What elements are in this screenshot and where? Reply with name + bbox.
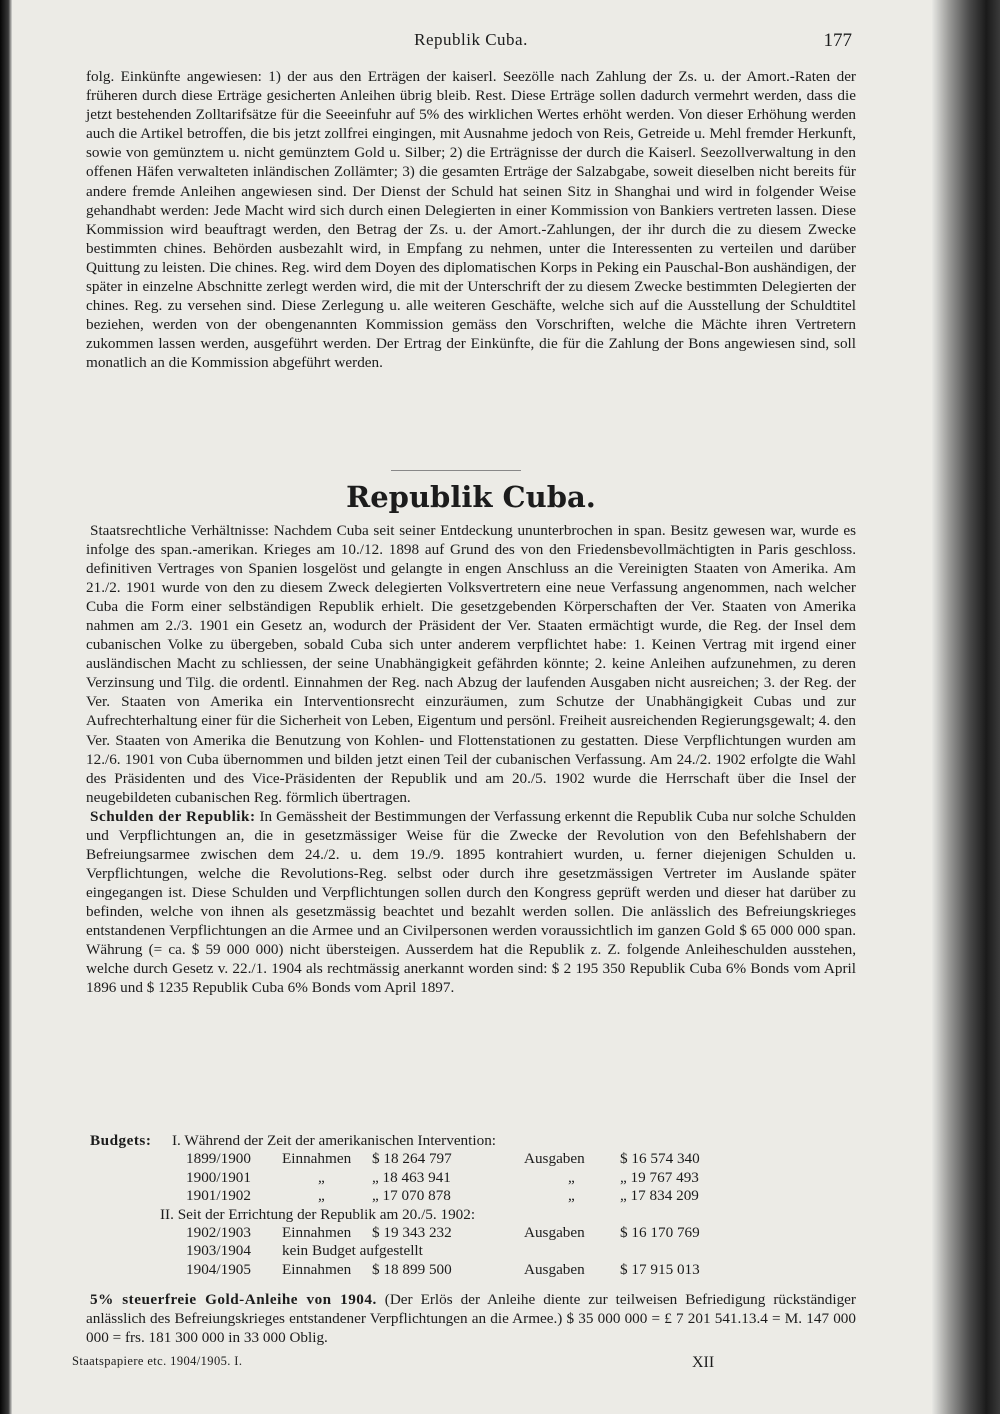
budgets-heading: [86, 1132, 856, 1150]
debts-label: Schulden der Republik:: [90, 807, 256, 825]
budget-year: 1904/1905: [186, 1260, 251, 1278]
budgets-label: Budgets:: [90, 1132, 152, 1149]
income-label: Einnahmen: [282, 1223, 352, 1241]
budget-year: 1899/1900: [186, 1150, 251, 1168]
loan-label: 5% steuerfreie Gold-Anleihe von 1904.: [90, 1291, 377, 1308]
budget-year: 1901/1902: [186, 1187, 251, 1205]
table-row: [86, 1242, 856, 1260]
income-value: „ 17 070 878: [372, 1187, 451, 1205]
scan-left-edge: [0, 0, 12, 1414]
page-footer: [72, 1354, 856, 1374]
budgets-period-2-row: [86, 1206, 856, 1224]
section-text: [86, 521, 856, 997]
expense-label: „: [568, 1187, 575, 1205]
table-row: [86, 1224, 856, 1242]
budget-year: 1900/1901: [186, 1168, 251, 1186]
expense-value: $ 16 574 340: [620, 1150, 700, 1168]
expense-label: Ausgaben: [524, 1223, 585, 1241]
continuation-paragraph: folg. Einkünfte angewiesen: 1) der aus den Erträgen der kaiserl. Seezölle nach Zahlung der Zs. u. der Amort.-Raten der früheren durch diese Erträge gesicherten Anleihen übrig bleib. Rest. Diese Erträge sollen dadurch vermehrt werden, dass die jetzt bestehenden Zolltarifsätze für die Seeeinfuhr auf 5% des wirklichen Wertes erhöht werden. Von dieser Erhöhung werden auch die Artikel betroffen, die bis jetzt zollfrei eingingen, mit Ausnahme jedoch von Reis, Getreide u. Mehl fremder Herkunft, sowie von gemünztem u. nicht gemünztem Gold u. Silber; 2) die Erträgnisse der durch die Kaiserl. Seezollverwaltung in den offenen Häfen verwalteten inländischen Zollämter; 3) die gesamten Erträge der Salzabgabe, soweit dieselben nicht bereits für andere fremde Anleihen angewiesen sind. Der Dienst der Schuld hat seinen Sitz in Shanghai und wird in folgender Weise gehandhabt werden: Jede Macht wird sich durch einen Delegierten in einer Kommission von Bankiers vertreten lassen. Diese Kommission wird beauftragt werden, den Betrag der Zs. u. der Amort.-Zahlungen, der ihr durch die zu diesem Zwecke bestimmten chines. Behörden ausbezahlt wird, in Empfang zu nehmen, unter die Interessenten zu verteilen und darüber Quittung zu leisten. Die chines. Reg. wird dem Doyen des diplomatischen Korps in Peking ein Pauschal-Bon aushändigen, der später in einzelne Abschnitte zerlegt werden wird, die mit der Unterschrift der zu diesem Zwecke bestimmten Delegierten der chines. Reg. zu versehen sind. Diese Zerlegung u. alle weiteren Geschäfte, welche sich auf die Ausstellung der Schuldtitel beziehen, werden von der obengenannten Kommission gemäss den Vorschriften, welche die Mächte ihren Vertretern zukommen lassen werden, ausgeführt werden. Der Ertrag der Einkünfte, die für die Zahlung der Bons angewiesen sind, soll monatlich an die Kommission abgeführt werden.: [86, 68, 856, 372]
expense-value: „ 17 834 209: [620, 1187, 699, 1205]
expense-value: $ 17 915 013: [620, 1260, 700, 1278]
expense-label: „: [568, 1168, 575, 1186]
expense-value: $ 16 170 769: [620, 1223, 700, 1241]
budget-year: 1902/1903: [186, 1223, 251, 1241]
footer-sheet-mark: XII: [692, 1354, 715, 1371]
expense-label: Ausgaben: [524, 1150, 585, 1168]
income-label: Einnahmen: [282, 1260, 352, 1278]
expense-label: Ausgaben: [524, 1260, 585, 1278]
continuation-text: [86, 67, 856, 373]
income-label: „: [318, 1168, 325, 1186]
no-budget-note: kein Budget aufgestellt: [282, 1242, 423, 1260]
expense-value: „ 19 767 493: [620, 1168, 699, 1186]
table-row: [86, 1169, 856, 1187]
budgets-table: [86, 1132, 856, 1279]
budget-year: 1903/1904: [186, 1242, 251, 1260]
table-row: [86, 1261, 856, 1279]
income-label: „: [318, 1187, 325, 1205]
page-number: 177: [823, 30, 852, 51]
loan-section: [86, 1290, 856, 1347]
constitutional-paragraph: Staatsrechtliche Verhältnisse: Nachdem Cuba seit seiner Entdeckung ununterbrochen in span. Besitz gewesen war, wurde es infolge des span.-amerikan. Krieges am 10./12. 1898 auf Grund des von den Friedensbevollmächtigten in Paris geschloss. definitiven Vertrages von Spanien losgelöst und gelangte in engen Anschluss an die Vereinigten Staaten von Amerika. Am 21./2. 1901 wurde von den zu diesem Zweck delegierten Volksvertretern eine neue Verfassung angenommen, nach welcher Cuba die Form einer selbständigen Republik erhielt. Die gesetzgebenden Körperschaften der Ver. Staaten von Amerika nahmen am 2./3. 1901 ein Gesetz an, wodurch der Präsident der Ver. Staaten ermächtigt wurde, die Reg. der Insel dem cubanischen Volke zu übergeben, sobald Cuba sich unter anderem verpflichtet habe: 1. Keinen Vertrag mit irgend einer ausländischen Macht zu schliessen, der seine Unabhängigkeit gefährden könnte; 2. keine Anleihen aufzunehmen, zu deren Verzinsung und Tilg. die ordentl. Einnahmen der Reg. nach Abzug der laufenden Ausgaben nicht ausreichen; 3. der Reg. der Ver. Staaten von Amerika ein Interventionsrecht einzuräumen, zum Schutze der Unabhängigkeit Cubas und zur Aufrechterhaltung einer für die Sicherheit von Leben, Eigentum und persönl. Freiheit ausreichenden Regierungsgewalt; 4. den Ver. Staaten von Amerika die Benutzung von Kohlen- und Flottenstationen zu gestatten. Diese Verpflichtungen wurden am 12./6. 1901 von Cuba übernommen und bilden jetzt einen Teil der cubanischen Verfassung. Am 24./2. 1902 erfolgte die Wahl des Präsidenten und des Vice-Präsidenten der Republik und am 20./5. 1902 wurde die Herrschaft über die Insel der neugebildeten cubanischen Reg. förmlich übertragen.: [86, 522, 856, 806]
income-value: $ 19 343 232: [372, 1223, 452, 1241]
footer-signature: Staatspapiere etc. 1904/1905. I.: [72, 1354, 243, 1368]
income-value: $ 18 899 500: [372, 1260, 452, 1278]
debts-paragraph: [86, 807, 856, 997]
table-row: [86, 1150, 856, 1168]
loan-text: (Der Erlös der Anleihe diente zur teilweisen Befriedigung rückständiger anlässlich des Befreiungskrieges entstandener Verpflichtungen an die Armee.) $ 35 000 000 = £ 7 201 541.13.4 = M. 147 000 000 = frs. 181 300 000 in 33 000 Oblig.: [86, 1291, 856, 1346]
loan-paragraph: [86, 1290, 856, 1347]
income-label: Einnahmen: [282, 1150, 352, 1168]
section-title: Republik Cuba.: [346, 480, 596, 514]
scan-right-edge: [932, 0, 1000, 1414]
income-value: „ 18 463 941: [372, 1168, 451, 1186]
budgets-period-2: II. Seit der Errichtung der Republik am 20./5. 1902:: [160, 1205, 476, 1223]
running-head: [86, 30, 856, 54]
section-divider: [391, 470, 521, 471]
running-head-title: Republik Cuba.: [414, 30, 528, 49]
budgets-period-1: I. Während der Zeit der amerikanischen Intervention:: [172, 1132, 497, 1149]
debts-text: In Gemässheit der Bestimmungen der Verfassung erkennt die Republik Cuba nur solche Schulden und Verpflichtungen an, die in gesetzmässiger Weise für die Zwecke der Revolution von den Befehlshabern der Befreiungsarmee zwischen dem 24./2. u. dem 19./9. 1895 kontrahiert wurden, u. ferner diejenigen Schulden u. Verpflichtungen, welche die Revolutions-Reg. selbst oder durch ihre gesetzmässigen Vertreter im Auslande später eingegangen ist. Diese Schulden und Verpflichtungen sollen durch den Kongress geprüft werden und dieser hat darüber zu befinden, welche von ihnen als gesetzmässig beachtet und bezahlt werden sollen. Die anlässlich des Befreiungskrieges entstandenen Verpflichtungen an die Armee und an Civilpersonen werden voraussichtlich im ganzen Gold $ 65 000 000 span. Währung (= ca. $ 59 000 000) nicht übersteigen. Ausserdem hat die Republik z. Z. folgende Anleiheschulden ausstehen, welche durch Gesetz v. 22./1. 1904 als rechtmässig anerkannt worden sind: $ 2 195 350 Republik Cuba 6% Bonds vom April 1896 und $ 1235 Republik Cuba 6% Bonds vom April 1897.: [86, 807, 856, 997]
income-value: $ 18 264 797: [372, 1150, 452, 1168]
table-row: [86, 1187, 856, 1205]
